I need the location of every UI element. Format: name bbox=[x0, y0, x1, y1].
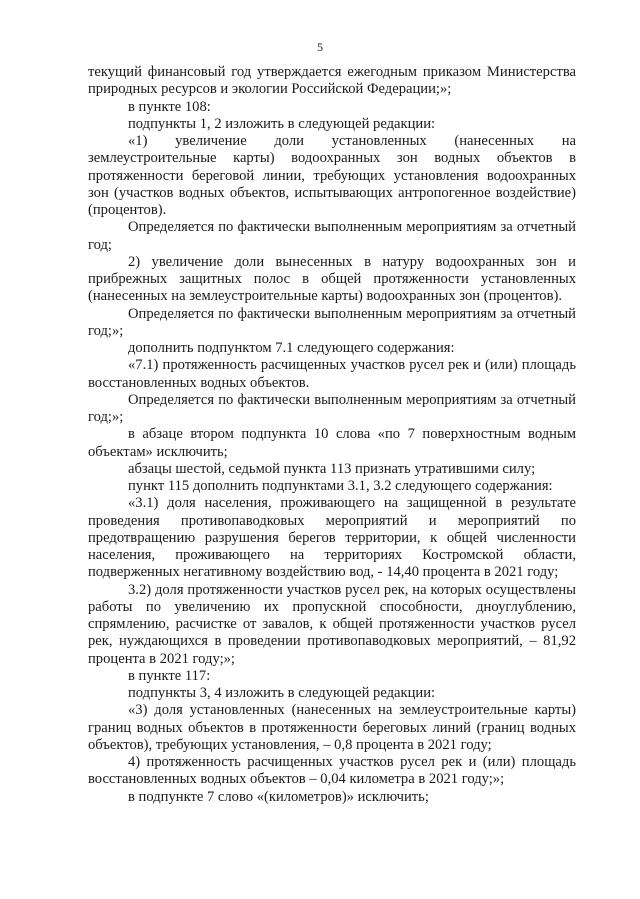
page-number: 5 bbox=[317, 40, 323, 54]
paragraph: в абзаце втором подпункта 10 слова «по 7 поверхностным водным объектам» исключить; bbox=[88, 426, 576, 460]
document-body bbox=[88, 64, 576, 806]
paragraph: подпункты 3, 4 изложить в следующей редакции: bbox=[128, 685, 436, 701]
paragraph: «3.1) доля населения, проживающего на защищенной в результате проведения противопаводковых мероприятий и мероприятий по предотвращению разрушения берегов территории, к общей численности населения, проживающего на территориях Костромской области, подверженных негативному воздействию вод, - 14,40 процента в 2021 году; bbox=[88, 495, 576, 581]
paragraph: Определяется по фактически выполненным мероприятиям за отчетный год; bbox=[88, 219, 576, 253]
paragraph: пункт 115 дополнить подпунктами 3.1, 3.2 следующего содержания: bbox=[128, 478, 553, 494]
paragraph: «3) доля установленных (нанесенных на землеустроительные карты) границ водных объектов в протяженности береговых линий (границ водных объектов), требующих установления, – 0,8 процента в 2021 году; bbox=[88, 702, 576, 753]
paragraph: в подпункте 7 слово «(километров)» исключить; bbox=[128, 788, 429, 805]
paragraph: 2) увеличение доли вынесенных в натуру водоохранных зон и прибрежных защитных полос в общей протяженности установленных (нанесенных на землеустроительные карты) водоохранных зон (процентов). bbox=[88, 253, 576, 305]
paragraph: в пункте 117: bbox=[128, 667, 211, 684]
paragraph: дополнить подпунктом 7.1 следующего содержания: bbox=[128, 340, 455, 356]
paragraph: в пункте 108: bbox=[128, 98, 211, 115]
paragraph: Определяется по фактически выполненным мероприятиям за отчетный год;»; bbox=[88, 305, 576, 339]
paragraph: 3.2) доля протяженности участков русел рек, на которых осуществлены работы по увеличению их пропускной способности, дноуглублению, спрямлению, расчистке от завалов, к общей протяженности участков русел рек, нуждающихся в проведении противопаводковых мероприятий, – 81,92 процента в 2021 году;»; bbox=[88, 581, 576, 667]
paragraph: 4) протяженность расчищенных участков русел рек и (или) площадь восстановленных водных объектов – 0,04 километра в 2021 году;»; bbox=[88, 754, 576, 788]
paragraph: абзацы шестой, седьмой пункта 113 признать утратившими силу; bbox=[128, 460, 536, 477]
paragraph: текущий финансовый год утверждается ежегодным приказом Министерства природных ресурсов и экологии Российской Федерации;»; bbox=[88, 64, 576, 98]
paragraph: подпункты 1, 2 изложить в следующей редакции: bbox=[128, 115, 436, 132]
paragraph: «7.1) протяженность расчищенных участков русел рек и (или) площадь восстановленных водных объектов. bbox=[88, 357, 576, 391]
paragraph: «1) увеличение доли установленных (нанесенных на землеустроительные карты) водоохранных зон водных объектов в протяженности береговой линии, требующих установления водоохранных зон (участков водных объектов, испытывающих антропогенное воздействие) (процентов). bbox=[88, 133, 576, 218]
paragraph: Определяется по фактически выполненным мероприятиям за отчетный год;»; bbox=[88, 391, 576, 425]
